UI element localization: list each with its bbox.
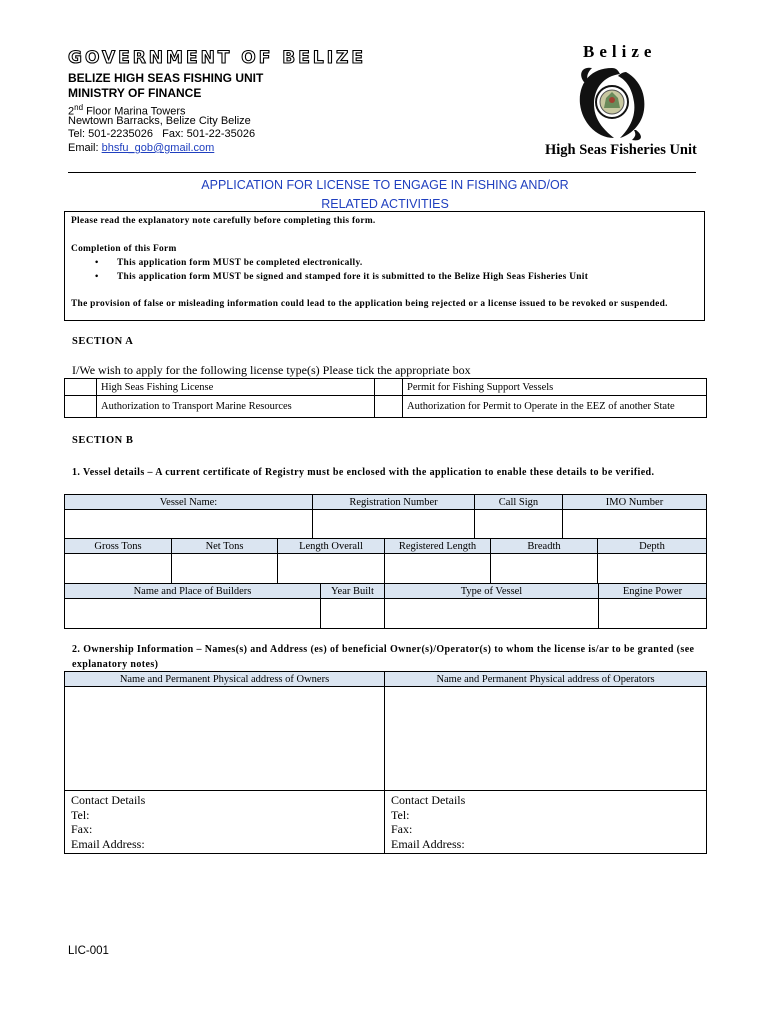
field-depth[interactable] xyxy=(598,554,707,584)
field-net-tons[interactable] xyxy=(172,554,278,584)
field-gross-tons[interactable] xyxy=(65,554,172,584)
owner-contact-email: Email Address: xyxy=(71,836,145,851)
field-length-overall[interactable] xyxy=(278,554,385,584)
header-registered-length: Registered Length xyxy=(385,539,491,554)
header-divider xyxy=(68,172,696,173)
option-transport-marine: Authorization to Transport Marine Resources xyxy=(97,396,375,418)
field-call-sign[interactable] xyxy=(475,510,563,540)
operator-contact-tel: Tel: xyxy=(391,807,410,822)
header-vessel-type: Type of Vessel xyxy=(385,584,599,599)
header-imo-number: IMO Number xyxy=(563,495,707,510)
owner-contact-details[interactable] xyxy=(65,791,385,854)
note-warning: The provision of false or misleading information could lead to the application being rejected or a license issued to be revoked or suspended. xyxy=(71,299,668,309)
fisheries-logo-icon xyxy=(574,64,650,142)
operator-contact-email: Email Address: xyxy=(391,836,465,851)
header-net-tons: Net Tons xyxy=(172,539,278,554)
vessel-table-row3 xyxy=(64,583,707,629)
field-owners-address[interactable] xyxy=(65,687,385,791)
form-title-line1: APPLICATION FOR LICENSE TO ENGAGE IN FISHING AND/OR xyxy=(201,178,569,192)
header-owners: Name and Permanent Physical address of Owners xyxy=(65,672,385,687)
operator-contact-label: Contact Details xyxy=(391,793,466,807)
checkbox-transport-marine[interactable] xyxy=(65,396,97,418)
vessel-details-heading: 1. Vessel details – A current certificate of Registry must be enclosed with the application to enable these details to be verified. xyxy=(72,467,655,478)
note-bullet-1-text: • This application form MUST be completed electronically. xyxy=(117,258,363,268)
field-year-built[interactable] xyxy=(321,599,385,629)
field-vessel-name[interactable] xyxy=(65,510,313,540)
section-a-title: SECTION A xyxy=(72,336,134,347)
unit-name: BELIZE HIGH SEAS FISHING UNIT xyxy=(68,71,264,85)
email-label: Email: xyxy=(68,142,102,154)
explanatory-note-box xyxy=(64,211,705,321)
note-bullet-2-text: • This application form MUST be signed and stamped fore it is submitted to the Belize High Seas Fisheries Unit xyxy=(117,272,589,282)
option-support-vessels: Permit for Fishing Support Vessels xyxy=(403,379,707,396)
ownership-table xyxy=(64,671,707,854)
header-call-sign: Call Sign xyxy=(475,495,563,510)
header-length-overall: Length Overall xyxy=(278,539,385,554)
field-registered-length[interactable] xyxy=(385,554,491,584)
owner-contact-fax: Fax: xyxy=(71,822,93,836)
checkbox-high-seas-license[interactable] xyxy=(65,379,97,396)
header-year-built: Year Built xyxy=(321,584,385,599)
field-builders[interactable] xyxy=(65,599,321,629)
option-eez-permit: Authorization for Permit to Operate in the EEZ of another State xyxy=(403,396,707,418)
logo-belize-text: Belize xyxy=(583,42,657,61)
floor-number: 2 xyxy=(68,105,75,118)
option-high-seas-license: High Seas Fishing License xyxy=(97,379,375,396)
field-engine-power[interactable] xyxy=(599,599,707,629)
floor-text: Floor Marina Towers xyxy=(83,105,186,118)
government-title: GOVERNMENT OF BELIZE xyxy=(68,48,366,68)
header-builders: Name and Place of Builders xyxy=(65,584,321,599)
vessel-table-row2 xyxy=(64,538,707,584)
ownership-heading: 2. Ownership Information – Names(s) and Address (es) of beneficial Owner(s)/Operator(s) to whom the license is/ar to be granted (see explanatory notes) xyxy=(72,644,695,670)
field-vessel-type[interactable] xyxy=(385,599,599,629)
tel-fax: Tel: 501-2235026 Fax: 501-22-35026 xyxy=(68,128,256,140)
operator-contact-fax: Fax: xyxy=(391,822,413,836)
section-a-instruction: I/We wish to apply for the following license type(s) Please tick the appropriate box xyxy=(72,363,471,377)
vessel-table-row1 xyxy=(64,494,707,540)
form-code: LIC-001 xyxy=(68,945,109,957)
header-breadth: Breadth xyxy=(491,539,598,554)
email-link[interactable]: bhsfu_gob@gmail.com xyxy=(101,142,215,154)
license-type-table xyxy=(64,378,707,418)
field-imo-number[interactable] xyxy=(563,510,707,540)
note-bullet-1 xyxy=(71,256,698,270)
header-engine-power: Engine Power xyxy=(599,584,707,599)
street-address: Newtown Barracks, Belize City Belize xyxy=(68,115,251,127)
note-completion: Completion of this Form xyxy=(71,244,177,254)
field-registration-number[interactable] xyxy=(313,510,475,540)
form-title xyxy=(68,176,702,214)
logo-unit-text: High Seas Fisheries Unit xyxy=(545,142,697,158)
header-vessel-name: Vessel Name: xyxy=(65,495,313,510)
header-depth: Depth xyxy=(598,539,707,554)
header-operators: Name and Permanent Physical address of Operators xyxy=(385,672,707,687)
email-line xyxy=(68,142,214,156)
note-intro: Please read the explanatory note carefully before completing this form. xyxy=(71,216,376,226)
floor-ordinal: nd xyxy=(74,103,84,112)
header-registration-number: Registration Number xyxy=(313,495,475,510)
note-bullet-2 xyxy=(71,270,698,284)
checkbox-eez-permit[interactable] xyxy=(375,396,403,418)
owner-contact-label: Contact Details xyxy=(71,793,146,807)
checkbox-support-vessels[interactable] xyxy=(375,379,403,396)
form-title-line2: RELATED ACTIVITIES xyxy=(321,197,449,211)
field-operators-address[interactable] xyxy=(385,687,707,791)
header-gross-tons: Gross Tons xyxy=(65,539,172,554)
owner-contact-tel: Tel: xyxy=(71,807,90,822)
ministry-name: MINISTRY OF FINANCE xyxy=(68,86,202,100)
field-breadth[interactable] xyxy=(491,554,598,584)
section-b-title: SECTION B xyxy=(72,435,134,446)
operator-contact-details[interactable] xyxy=(385,791,707,854)
